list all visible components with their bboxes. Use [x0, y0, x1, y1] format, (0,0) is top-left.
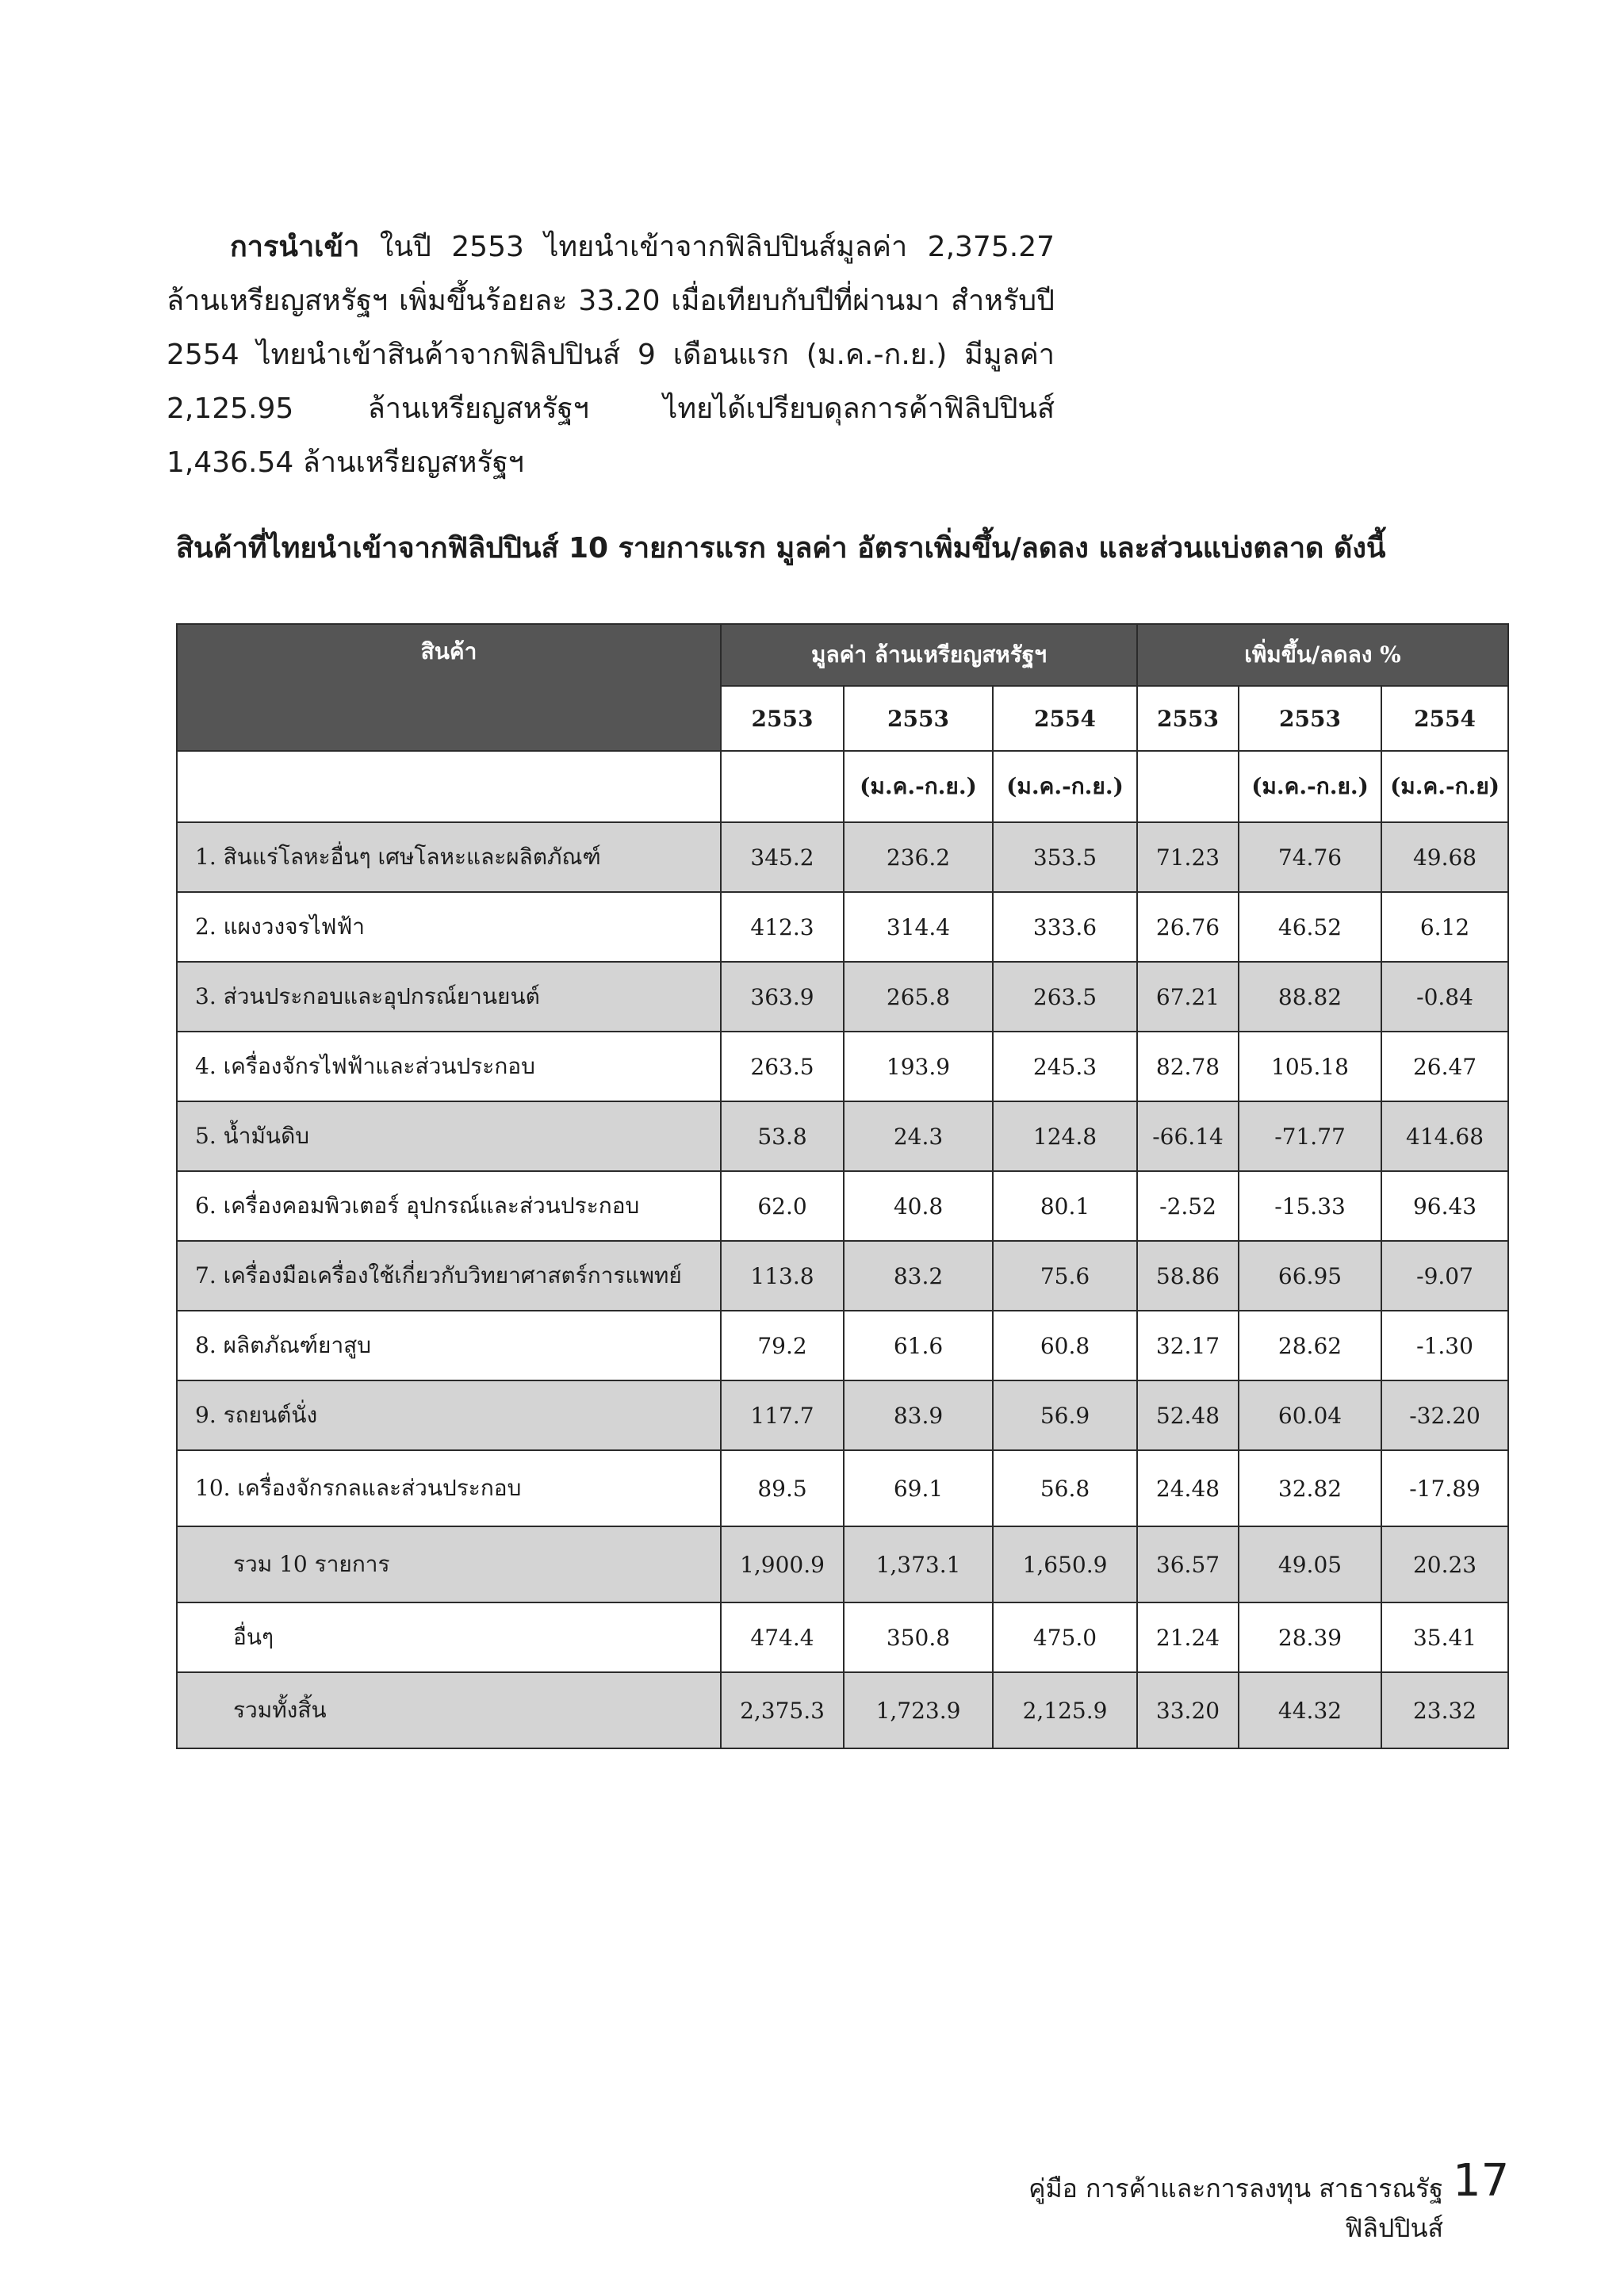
value-cell: -66.14 — [1137, 1101, 1239, 1171]
value-cell: 71.23 — [1137, 822, 1239, 892]
value-cell: 263.5 — [993, 962, 1137, 1032]
product-name: 5. น้ำมันดิบ — [177, 1101, 721, 1171]
product-name: 8. ผลิตภัณฑ์ยาสูบ — [177, 1311, 721, 1380]
header-period: (ม.ค.-ก.ย) — [1381, 751, 1508, 822]
value-cell: 474.4 — [721, 1602, 844, 1672]
value-cell: 60.04 — [1239, 1380, 1381, 1450]
value-cell: 363.9 — [721, 962, 844, 1032]
value-cell: -9.07 — [1381, 1241, 1508, 1311]
value-cell: 475.0 — [993, 1602, 1137, 1672]
header-year: 2553 — [1239, 686, 1381, 751]
value-cell: 60.8 — [993, 1311, 1137, 1380]
value-cell: -0.84 — [1381, 962, 1508, 1032]
intro-paragraph — [167, 220, 1055, 490]
header-blank — [177, 751, 721, 822]
header-row-groups — [177, 624, 1508, 686]
value-cell: 28.62 — [1239, 1311, 1381, 1380]
value-cell: 75.6 — [993, 1241, 1137, 1311]
value-cell: 1,650.9 — [993, 1526, 1137, 1602]
table-row — [177, 1602, 1508, 1672]
value-cell: 117.7 — [721, 1380, 844, 1450]
value-cell: -15.33 — [1239, 1171, 1381, 1241]
header-year: 2554 — [993, 686, 1137, 751]
header-period: (ม.ค.-ก.ย.) — [1239, 751, 1381, 822]
header-year: 2553 — [721, 686, 844, 751]
value-cell: 21.24 — [1137, 1602, 1239, 1672]
table-row — [177, 892, 1508, 962]
value-cell: -71.77 — [1239, 1101, 1381, 1171]
value-cell: 26.47 — [1381, 1032, 1508, 1101]
value-cell: 345.2 — [721, 822, 844, 892]
value-cell: -1.30 — [1381, 1311, 1508, 1380]
product-name: รวมทั้งสิ้น — [177, 1672, 721, 1748]
table-heading: สินค้าที่ไทยนำเข้าจากฟิลิปปินส์ 10 รายการแรก มูลค่า อัตราเพิ่มขึ้น/ลดลง และส่วนแบ่งตลาด ดังนี้ — [176, 532, 1386, 565]
value-cell: -17.89 — [1381, 1450, 1508, 1526]
value-cell: 49.05 — [1239, 1526, 1381, 1602]
table-row — [177, 1380, 1508, 1450]
header-period: (ม.ค.-ก.ย.) — [993, 751, 1137, 822]
value-cell: 80.1 — [993, 1171, 1137, 1241]
product-name: 1. สินแร่โลหะอื่นๆ เศษโลหะและผลิตภัณฑ์ — [177, 822, 721, 892]
header-period — [1137, 751, 1239, 822]
value-cell: 32.17 — [1137, 1311, 1239, 1380]
value-cell: 74.76 — [1239, 822, 1381, 892]
value-cell: 6.12 — [1381, 892, 1508, 962]
value-cell: 56.9 — [993, 1380, 1137, 1450]
value-cell: 83.2 — [844, 1241, 993, 1311]
value-cell: 44.32 — [1239, 1672, 1381, 1748]
header-row-periods — [177, 751, 1508, 822]
value-cell: 20.23 — [1381, 1526, 1508, 1602]
value-cell: 236.2 — [844, 822, 993, 892]
value-cell: 83.9 — [844, 1380, 993, 1450]
value-cell: 24.3 — [844, 1101, 993, 1171]
value-cell: -32.20 — [1381, 1380, 1508, 1450]
value-cell: 24.48 — [1137, 1450, 1239, 1526]
value-cell: 28.39 — [1239, 1602, 1381, 1672]
value-cell: 113.8 — [721, 1241, 844, 1311]
table-row — [177, 1311, 1508, 1380]
value-cell: 82.78 — [1137, 1032, 1239, 1101]
value-cell: 105.18 — [1239, 1032, 1381, 1101]
value-cell: 46.52 — [1239, 892, 1381, 962]
value-cell: 1,723.9 — [844, 1672, 993, 1748]
value-cell: 1,900.9 — [721, 1526, 844, 1602]
value-cell: 53.8 — [721, 1101, 844, 1171]
intro-lead: การนำเข้า — [230, 231, 360, 263]
value-cell: 2,125.9 — [993, 1672, 1137, 1748]
footer-title: คู่มือ การค้าและการลงทุน สาธารณรัฐฟิลิปปินส์ — [1028, 2173, 1443, 2243]
value-cell: 350.8 — [844, 1602, 993, 1672]
value-cell: 26.76 — [1137, 892, 1239, 962]
intro-text: ในปี 2553 ไทยนำเข้าจากฟิลิปปินส์มูลค่า 2,375.27 ล้านเหรียญสหรัฐฯ เพิ่มขึ้นร้อยละ 33.20 เมื่อเทียบกับปีที่ผ่านมา สำหรับปี 2554 ไทยนำเข้าสินค้าจากฟิลิปปินส์ 9 เดือนแรก (ม.ค.-ก.ย.) มีมูลค่า 2,125.95 ล้านเหรียญสหรัฐฯ ไทยได้เปรียบดุลการค้าฟิลิปปินส์ 1,436.54 ล้านเหรียญสหรัฐฯ — [167, 231, 1055, 479]
value-cell: 314.4 — [844, 892, 993, 962]
value-cell: 2,375.3 — [721, 1672, 844, 1748]
table-body — [177, 822, 1508, 1748]
value-cell: 61.6 — [844, 1311, 993, 1380]
value-cell: 62.0 — [721, 1171, 844, 1241]
value-cell: 79.2 — [721, 1311, 844, 1380]
value-cell: 49.68 — [1381, 822, 1508, 892]
header-period: (ม.ค.-ก.ย.) — [844, 751, 993, 822]
value-cell: 66.95 — [1239, 1241, 1381, 1311]
header-value-group: มูลค่า ล้านเหรียญสหรัฐฯ — [721, 624, 1137, 686]
header-product: สินค้า — [177, 624, 721, 751]
value-cell: 89.5 — [721, 1450, 844, 1526]
table-row — [177, 1032, 1508, 1101]
value-cell: 69.1 — [844, 1450, 993, 1526]
product-name: 10. เครื่องจักรกลและส่วนประกอบ — [177, 1450, 721, 1526]
value-cell: 124.8 — [993, 1101, 1137, 1171]
value-cell: 35.41 — [1381, 1602, 1508, 1672]
value-cell: 67.21 — [1137, 962, 1239, 1032]
header-change-group: เพิ่มขึ้น/ลดลง % — [1137, 624, 1508, 686]
value-cell: 56.8 — [993, 1450, 1137, 1526]
table-row — [177, 822, 1508, 892]
product-name: 4. เครื่องจักรไฟฟ้าและส่วนประกอบ — [177, 1032, 721, 1101]
imports-table — [176, 623, 1509, 1749]
header-year: 2553 — [844, 686, 993, 751]
product-name: รวม 10 รายการ — [177, 1526, 721, 1602]
value-cell: 36.57 — [1137, 1526, 1239, 1602]
value-cell: 263.5 — [721, 1032, 844, 1101]
header-period — [721, 751, 844, 822]
value-cell: 333.6 — [993, 892, 1137, 962]
value-cell: 52.48 — [1137, 1380, 1239, 1450]
value-cell: 353.5 — [993, 822, 1137, 892]
value-cell: 412.3 — [721, 892, 844, 962]
table-row — [177, 1171, 1508, 1241]
value-cell: 58.86 — [1137, 1241, 1239, 1311]
value-cell: 32.82 — [1239, 1450, 1381, 1526]
value-cell: 245.3 — [993, 1032, 1137, 1101]
table-row — [177, 1101, 1508, 1171]
value-cell: 23.32 — [1381, 1672, 1508, 1748]
product-name: 7. เครื่องมือเครื่องใช้เกี่ยวกับวิทยาศาสตร์การแพทย์ — [177, 1241, 721, 1311]
table-row — [177, 962, 1508, 1032]
table-row — [177, 1526, 1508, 1602]
value-cell: 33.20 — [1137, 1672, 1239, 1748]
value-cell: 88.82 — [1239, 962, 1381, 1032]
value-cell: 193.9 — [844, 1032, 993, 1101]
value-cell: 1,373.1 — [844, 1526, 993, 1602]
table-row — [177, 1241, 1508, 1311]
value-cell: 40.8 — [844, 1171, 993, 1241]
table-row — [177, 1450, 1508, 1526]
value-cell: 96.43 — [1381, 1171, 1508, 1241]
value-cell: -2.52 — [1137, 1171, 1239, 1241]
header-year: 2554 — [1381, 686, 1508, 751]
value-cell: 414.68 — [1381, 1101, 1508, 1171]
value-cell: 265.8 — [844, 962, 993, 1032]
header-year: 2553 — [1137, 686, 1239, 751]
table-row — [177, 1672, 1508, 1748]
page-number: 17 — [1453, 2155, 1510, 2207]
product-name: 9. รถยนต์นั่ง — [177, 1380, 721, 1450]
product-name: 2. แผงวงจรไฟฟ้า — [177, 892, 721, 962]
product-name: 3. ส่วนประกอบและอุปกรณ์ยานยนต์ — [177, 962, 721, 1032]
product-name: 6. เครื่องคอมพิวเตอร์ อุปกรณ์และส่วนประกอบ — [177, 1171, 721, 1241]
product-name: อื่นๆ — [177, 1602, 721, 1672]
